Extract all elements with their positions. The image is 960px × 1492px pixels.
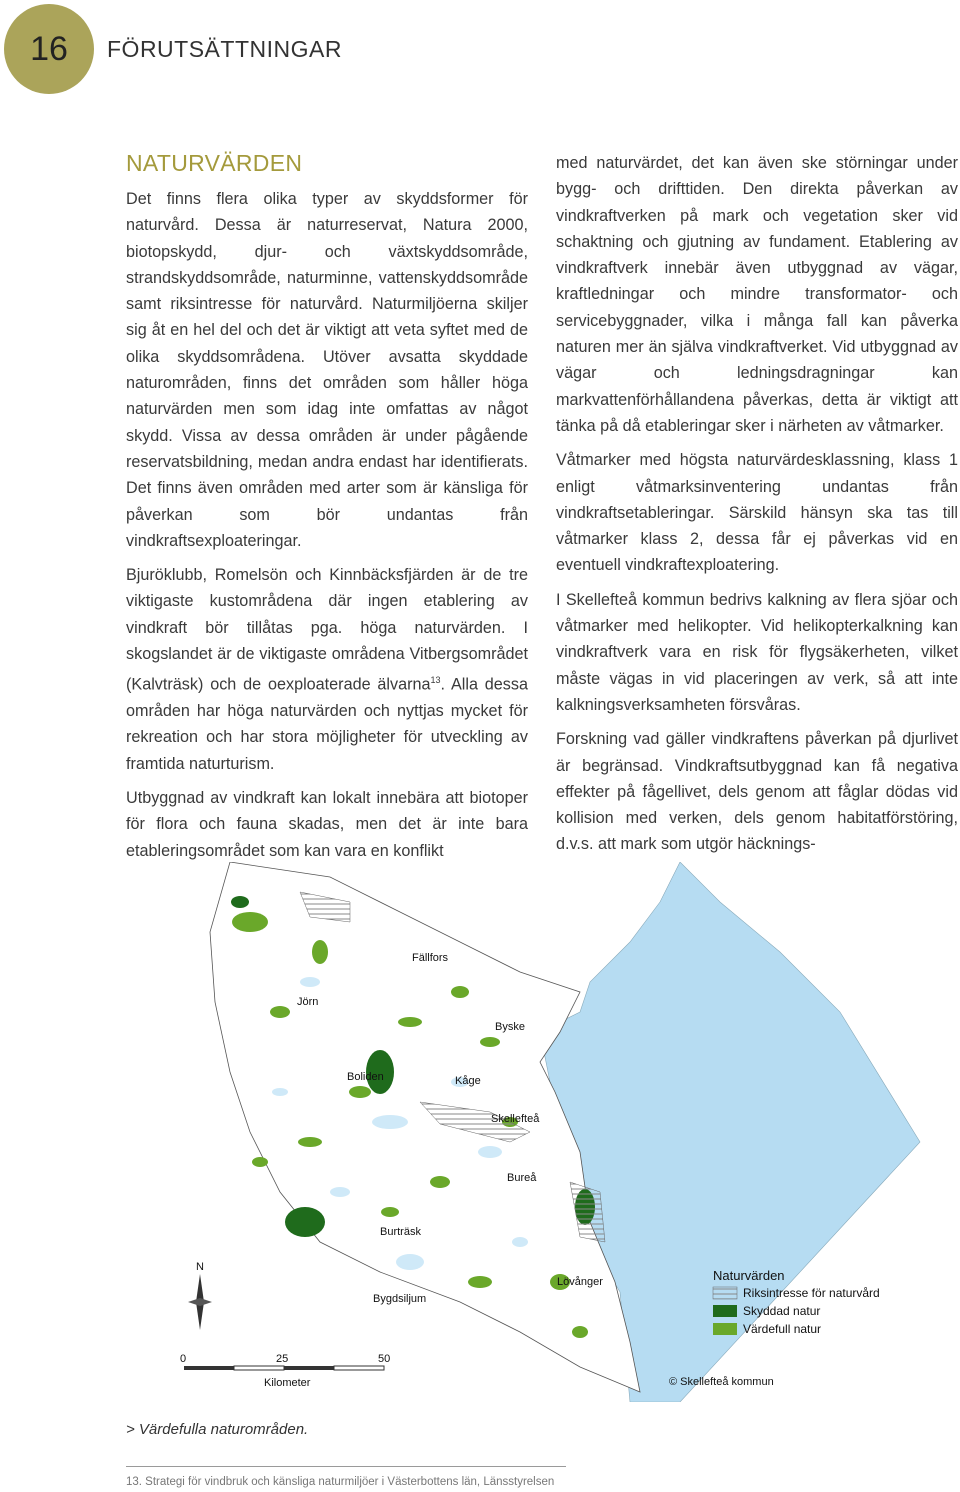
- paragraph: [126, 562, 528, 777]
- place-label: Fällfors: [412, 952, 449, 964]
- paragraph: med naturvärdet, det kan även ske störningar under bygg- och drifttiden. Den direkta påverkan av vindkraftverken på mark och vegetation sker vid schaktning och gjutning av fundament. Etablering av vindkraftverk innebär även utbyggnad av vägar, kraftledningar och mindre transformator- och servicebyggnader, vilka i många fall kan påverka naturen mer än själva vindkraftverket. Vid utbyggnad av vägar och ledningsdragningar kan markvattenförhållandena påverkas, detta är viktigt att tänka på då etableringar sker i närheten av våtmarker.: [556, 154, 958, 435]
- paragraph: Forskning vad gäller vindkraftens påverkan på djurlivet är begränsad. Vindkraftsutbyggnad kan få negativa effekter på fågellivet, dels genom att fåglar dödas vid kollision med verken, dels genom habitatförstöring, d.v.s. att mark som utgör häcknings-: [556, 730, 958, 854]
- scale-bar: [180, 1353, 390, 1389]
- figure-caption: > Värdefulla naturområden.: [126, 1421, 309, 1438]
- paragraph: Det finns flera olika typer av skyddsformer för naturvård. Dessa är naturreservat, Natura 2000, biotopskydd, djur- och växtskyddsområde, strandskyddsområde, naturminne, vattenskyddsområde samt riksintresse för naturvård. Naturmiljöerna skiljer sig åt en hel del och det är viktigt att veta syftet med de olika skyddsområdena. Utöver avsatta skyddade naturområden, finns det områden som håller höga naturvärden men som idag inte omfattas av något skydd. Vissa av dessa områden är under pågående reservatsbildning, medan andra endast har identifierats. Det finns även områden med arter som är känsliga för påverkan som bör undantas från vindkraftsexploateringar.: [126, 190, 528, 550]
- place-label: Bureå: [507, 1172, 537, 1184]
- place-label: Skellefteå: [491, 1113, 540, 1125]
- page-number: 16: [30, 30, 68, 68]
- place-label: Bygdsiljum: [373, 1293, 427, 1305]
- nature-values-map: [160, 862, 960, 1402]
- paragraph: Utbyggnad av vindkraft kan lokalt innebära att biotoper för flora och fauna skadas, men det är inte bara etableringsområdet som kan vara en konflikt: [126, 788, 528, 860]
- left-column: [126, 186, 528, 872]
- footnote-ref[interactable]: 13: [430, 675, 441, 686]
- footnote-divider: [126, 1466, 566, 1467]
- legend-item: Skyddad natur: [743, 1304, 821, 1318]
- place-label: Kåge: [455, 1075, 481, 1087]
- legend-title: Naturvärden: [713, 1268, 785, 1283]
- page-number-badge: [4, 4, 94, 94]
- scale-tick: 25: [276, 1353, 289, 1365]
- map-credit: © Skellefteå kommun: [669, 1376, 774, 1388]
- paragraph: I Skellefteå kommun bedrivs kalkning av flera sjöar och våtmarker med helikopter. Vid helikopterkalkning kan vindkraftverk vara en risk för flygsäkerheten, vilket måste vägas in vid placeringen av verk, så att inte kalkningsverksamheten försvåras.: [556, 590, 958, 714]
- place-label: Byske: [495, 1021, 525, 1033]
- place-label: Burträsk: [380, 1226, 421, 1238]
- paragraph-text: Bjuröklubb, Romelsön och Kinnbäcksfjärden är de tre viktigaste kustområdena där ingen etablering av vindkraft bör tillåtas pga. höga naturvärden. I skogslandet är de viktigaste områdena Vitbergsområdet (Kalvträsk) och de oexploaterade älvarna: [126, 566, 528, 694]
- north-label: N: [196, 1261, 204, 1273]
- place-label: Boliden: [347, 1071, 384, 1083]
- paragraph-text: . Alla dessa områden har höga naturvärden och nyttjas mycket för rekreation och har stora möjligheter för utveckling av framtida naturturism.: [126, 675, 528, 773]
- scale-tick: 50: [378, 1353, 391, 1365]
- legend-item: Värdefull natur: [743, 1322, 822, 1336]
- place-label: Jörn: [297, 996, 319, 1008]
- place-label: Lövånger: [557, 1276, 603, 1288]
- chapter-title: FÖRUTSÄTTNINGAR: [107, 36, 342, 62]
- section-heading: NATURVÄRDEN: [126, 150, 303, 176]
- legend-item: Riksintresse för naturvård: [743, 1286, 880, 1300]
- scale-unit: Kilometer: [264, 1377, 311, 1389]
- north-arrow-icon: [188, 1261, 212, 1330]
- paragraph: Våtmarker med högsta naturvärdesklassning, klass 1 enligt våtmarksinventering undantas från vindkraftsetableringar. Särskild hänsyn ska tas till våtmarker klass 2, dessa får ej påverkas vid en eventuell vindkraftexploatering.: [556, 451, 958, 575]
- footnote: 13. Strategi för vindbruk och känsliga naturmiljöer i Västerbottens län, Länsstyrelsen: [126, 1476, 555, 1488]
- scale-tick: 0: [180, 1353, 187, 1365]
- right-column: [556, 150, 958, 866]
